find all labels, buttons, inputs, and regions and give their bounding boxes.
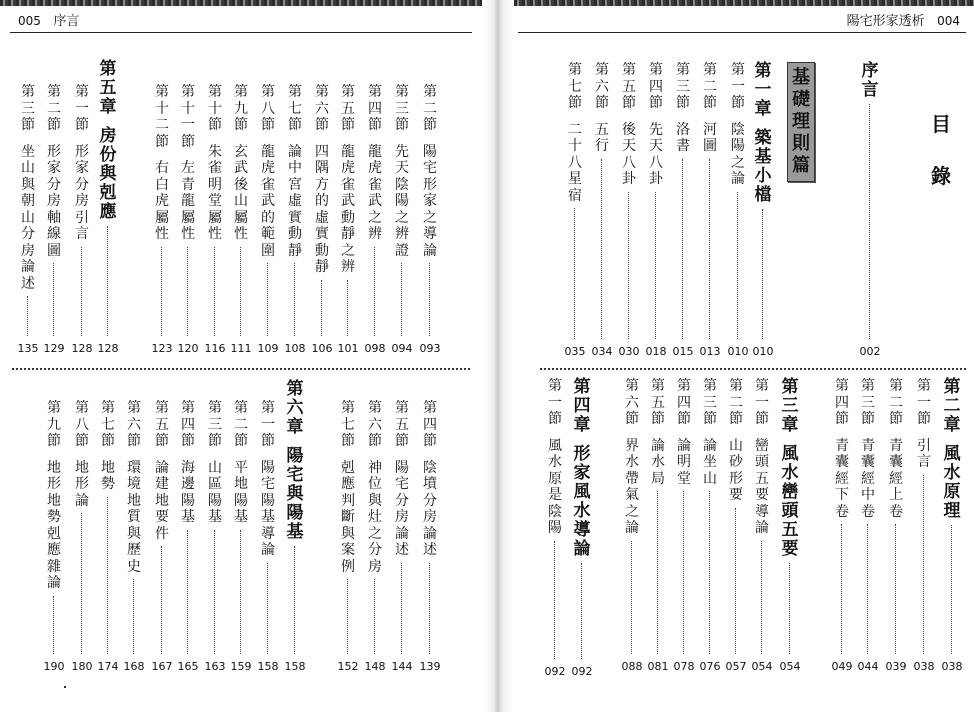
dot-leader [869, 104, 870, 339]
page-number: 190 [43, 660, 65, 673]
right-page-number: 004 [937, 14, 960, 28]
dot-leader [347, 579, 348, 654]
right-running-title: 陽宅形家透析 [846, 14, 925, 29]
section-number: 第 十 節 [208, 84, 222, 133]
section-title: 左 青 龍 屬 性 [181, 160, 195, 242]
dot-leader [923, 475, 924, 655]
header-rule-left [10, 32, 472, 33]
dot-leader [429, 263, 430, 336]
dot-leader [761, 541, 762, 655]
section-title: 坐 山 與 朝 山 分 房 論 述 [21, 143, 35, 292]
page-number: 034 [591, 345, 613, 358]
section-number: 第 一 節 [755, 378, 769, 427]
section-title: 五 行 [595, 121, 609, 154]
dot-leader [657, 491, 658, 654]
scan-speck [64, 686, 66, 688]
section-title: 四 隅 方 的 虛 實 動 靜 [315, 143, 329, 275]
left-page-header [18, 10, 79, 29]
page-number: 158 [284, 660, 306, 673]
section-title: 玄 武 後 山 屬 性 [234, 143, 248, 242]
dot-leader [841, 524, 842, 654]
section-number: 第 八 節 [261, 84, 275, 133]
chapter-number: 第 二 章 [943, 377, 961, 435]
page-number: 101 [337, 342, 359, 355]
section-number: 第 四 節 [423, 400, 437, 449]
section-title: 青 囊 經 下 卷 [835, 437, 849, 520]
chapter-number: 第 一 章 [754, 61, 772, 119]
page-number: 092 [544, 665, 566, 678]
section-title: 界 水 帶 氣 之 論 [625, 437, 639, 536]
page-number: 165 [177, 660, 199, 673]
left-running-title: 序言 [53, 14, 80, 29]
section-number: 第 七 節 [288, 84, 302, 133]
section-title: 二 十 八 星 宿 [568, 121, 582, 204]
dot-leader [554, 541, 555, 660]
section-number: 第 二 節 [423, 84, 437, 133]
dot-leader [214, 530, 215, 655]
section-title: 龍 虎 雀 武 動 靜 之 辨 [341, 143, 355, 275]
dot-leader [401, 263, 402, 336]
section-number: 第 一 節 [261, 400, 275, 449]
section-title: 環 境 地 質 與 歷 史 [127, 459, 141, 575]
section-number: 第 二 節 [703, 62, 717, 111]
right-page-header [847, 10, 960, 29]
page-number: 128 [97, 342, 119, 355]
section-number: 第 十 一 節 [181, 84, 195, 150]
page-number: 049 [831, 660, 853, 673]
part-title-banner: 基 礎 理 則 篇 [787, 62, 815, 182]
chapter-title: 房 份 與 剋 應 [99, 126, 117, 222]
page-number: 106 [311, 342, 333, 355]
dot-leader [789, 563, 790, 654]
section-number: 第 五 節 [622, 62, 636, 111]
section-number: 第 七 節 [568, 62, 582, 111]
dot-leader [81, 247, 82, 337]
dot-leader [374, 247, 375, 337]
section-number: 第 九 節 [234, 84, 248, 133]
chapter-title: 序 言 [861, 61, 879, 100]
section-title: 地 形 地 勢 剋 應 雜 論 [47, 459, 61, 591]
section-number: 第 五 節 [395, 400, 409, 449]
dot-leader [762, 209, 763, 339]
page-number: 002 [859, 345, 881, 358]
dot-leader [655, 192, 656, 340]
page-number: 148 [364, 660, 386, 673]
page-number: 035 [564, 345, 586, 358]
section-title: 形 家 分 房 軸 線 圖 [47, 143, 61, 259]
page-number: 158 [257, 660, 279, 673]
section-title: 河 圖 [703, 121, 717, 154]
page-number: 013 [699, 345, 721, 358]
page-number: 088 [621, 660, 643, 673]
page-number: 123 [151, 342, 173, 355]
page-number: 174 [97, 660, 119, 673]
section-title: 形 家 分 房 引 言 [75, 143, 89, 242]
section-title: 龍 虎 雀 武 的 範 圍 [261, 143, 275, 259]
chapter-number: 第 五 章 [99, 59, 117, 117]
page-number: 128 [71, 342, 93, 355]
page-number: 180 [71, 660, 93, 673]
section-title: 陰 陽 之 論 [731, 121, 745, 187]
page-number: 081 [647, 660, 669, 673]
section-number: 第 六 節 [368, 400, 382, 449]
section-number: 第 三 節 [395, 84, 409, 133]
page-number: 093 [419, 342, 441, 355]
dot-leader [107, 226, 108, 336]
section-number: 第 一 節 [731, 62, 745, 111]
section-title: 青 囊 經 上 卷 [889, 437, 903, 520]
section-title: 先 天 陰 陽 之 辨 證 [395, 143, 409, 259]
section-title: 神 位 與 灶 之 分 房 [368, 459, 382, 575]
dot-leader [374, 579, 375, 654]
section-number: 第 十 二 節 [155, 84, 169, 150]
chapter-title: 風 水 巒 頭 五 要 [781, 444, 799, 559]
section-number: 第 六 節 [625, 378, 639, 427]
page-number: 010 [727, 345, 749, 358]
page-number: 057 [725, 660, 747, 673]
chapter-number: 第 六 章 [286, 379, 304, 437]
section-number: 第 六 節 [595, 62, 609, 111]
section-title: 地 形 論 [75, 459, 89, 509]
section-number: 第 一 節 [917, 378, 931, 427]
dot-leader [161, 247, 162, 337]
section-number: 第 三 節 [703, 378, 717, 427]
page-number: 129 [43, 342, 65, 355]
page-number: 030 [618, 345, 640, 358]
section-number: 第 七 節 [101, 400, 115, 449]
page-number: 135 [17, 342, 39, 355]
section-number: 第 四 節 [368, 84, 382, 133]
page-number: 076 [699, 660, 721, 673]
section-title: 右 白 虎 屬 性 [155, 160, 169, 242]
section-title: 引 言 [917, 437, 931, 470]
section-number: 第 一 節 [75, 84, 89, 133]
page-edge-texture-right [514, 0, 974, 6]
page-number: 108 [284, 342, 306, 355]
chapter-title: 陽 宅 與 陽 基 [286, 446, 304, 542]
left-page-number: 005 [18, 14, 41, 28]
toc-heading: 目 錄 [931, 112, 951, 188]
section-number: 第 三 節 [861, 378, 875, 427]
section-number: 第 二 節 [47, 84, 61, 133]
dot-leader [709, 159, 710, 340]
section-number: 第 五 節 [155, 400, 169, 449]
section-number: 第 六 節 [127, 400, 141, 449]
section-title: 青 囊 經 中 卷 [861, 437, 875, 520]
page-number: 111 [230, 342, 252, 355]
section-number: 第 二 節 [729, 378, 743, 427]
page-number: 098 [364, 342, 386, 355]
dot-leader [737, 192, 738, 340]
page-edge-texture-left [0, 0, 482, 6]
page-number: 109 [257, 342, 279, 355]
page-number: 168 [123, 660, 145, 673]
section-number: 第 三 節 [676, 62, 690, 111]
chapter-title: 風 水 原 理 [943, 444, 961, 521]
section-number: 第 三 節 [21, 84, 35, 133]
dot-leader [895, 524, 896, 654]
section-number: 第 四 節 [835, 378, 849, 427]
section-number: 第 二 節 [889, 378, 903, 427]
page-number: 163 [204, 660, 226, 673]
dot-leader [187, 530, 188, 655]
dot-leader [574, 208, 575, 339]
page-number: 139 [419, 660, 441, 673]
dot-leader [161, 546, 162, 654]
dot-leader [240, 530, 241, 655]
dot-leader [951, 525, 952, 654]
book-spine [484, 0, 512, 712]
dot-leader [107, 497, 108, 655]
page-number: 092 [571, 665, 593, 678]
section-number: 第 八 節 [75, 400, 89, 449]
page-number: 078 [673, 660, 695, 673]
dot-leader [867, 524, 868, 654]
section-title: 風 水 原 是 陰 陽 [548, 437, 562, 536]
section-title: 論 中 宮 虛 實 動 靜 [288, 143, 302, 259]
section-number: 第 一 節 [548, 378, 562, 427]
section-title: 地 勢 [101, 459, 115, 492]
dot-leader [429, 563, 430, 655]
dot-leader [133, 579, 134, 654]
dot-leader [683, 491, 684, 654]
page-number: 044 [857, 660, 879, 673]
chapter-title: 形 家 風 水 導 論 [573, 444, 591, 559]
dot-leader [321, 280, 322, 337]
chapter-title: 築 基 小 檔 [754, 128, 772, 205]
dot-leader [267, 263, 268, 336]
dot-leader [53, 263, 54, 336]
page-number: 054 [751, 660, 773, 673]
page-number: 018 [645, 345, 667, 358]
dot-leader [187, 247, 188, 337]
section-title: 龍 虎 雀 武 之 辨 [368, 143, 382, 242]
page-number: 152 [337, 660, 359, 673]
section-number: 第 二 節 [234, 400, 248, 449]
dot-leader [601, 159, 602, 340]
section-title: 陽 宅 分 房 論 述 [395, 459, 409, 558]
page-number: 054 [779, 660, 801, 673]
section-title: 論 水 局 [651, 437, 665, 487]
dot-leader [294, 546, 295, 654]
page-number: 120 [177, 342, 199, 355]
section-title: 論 坐 山 [703, 437, 717, 487]
dot-leader [294, 263, 295, 336]
section-title: 山 砂 形 要 [729, 437, 743, 503]
section-divider-right [540, 368, 966, 370]
chapter-number: 第 三 章 [781, 377, 799, 435]
section-divider-left [12, 368, 470, 370]
section-number: 第 六 節 [315, 84, 329, 133]
page-number: 167 [151, 660, 173, 673]
section-number: 第 五 節 [341, 84, 355, 133]
dot-leader [709, 491, 710, 654]
section-number: 第 五 節 [651, 378, 665, 427]
section-number: 第 七 節 [341, 400, 355, 449]
section-title: 剋 應 判 斷 與 案 例 [341, 459, 355, 575]
section-title: 朱 雀 明 堂 屬 性 [208, 143, 222, 242]
dot-leader [682, 159, 683, 340]
page-number: 094 [391, 342, 413, 355]
dot-leader [27, 296, 28, 336]
dot-leader [267, 563, 268, 655]
page-number: 038 [941, 660, 963, 673]
page-number: 010 [752, 345, 774, 358]
page-number: 116 [204, 342, 226, 355]
dot-leader [240, 247, 241, 337]
section-title: 海 邊 陽 基 [181, 459, 195, 525]
page-number: 015 [672, 345, 694, 358]
dot-leader [53, 596, 54, 655]
dot-leader [581, 563, 582, 659]
section-title: 巒 頭 五 要 導 論 [755, 437, 769, 536]
dot-leader [735, 508, 736, 655]
section-number: 第 四 節 [649, 62, 663, 111]
dot-leader [401, 563, 402, 655]
dot-leader [214, 247, 215, 337]
section-title: 先 天 八 卦 [649, 121, 663, 187]
section-title: 陽 宅 形 家 之 導 論 [423, 143, 437, 259]
section-title: 洛 書 [676, 121, 690, 154]
section-title: 平 地 陽 基 [234, 459, 248, 525]
dot-leader [81, 513, 82, 654]
section-title: 論 建 地 要 件 [155, 459, 169, 542]
page-number: 159 [230, 660, 252, 673]
chapter-number: 第 四 章 [573, 377, 591, 435]
section-title: 陰 墳 分 房 論 述 [423, 459, 437, 558]
header-rule-right [518, 32, 966, 33]
dot-leader [631, 541, 632, 655]
section-number: 第 四 節 [181, 400, 195, 449]
section-number: 第 九 節 [47, 400, 61, 449]
section-number: 第 三 節 [208, 400, 222, 449]
section-title: 山 區 陽 基 [208, 459, 222, 525]
page-number: 144 [391, 660, 413, 673]
dot-leader [628, 192, 629, 340]
section-number: 第 四 節 [677, 378, 691, 427]
section-title: 後 天 八 卦 [622, 121, 636, 187]
page-number: 038 [913, 660, 935, 673]
page-number: 039 [885, 660, 907, 673]
section-title: 陽 宅 陽 基 導 論 [261, 459, 275, 558]
dot-leader [347, 280, 348, 337]
section-title: 論 明 堂 [677, 437, 691, 487]
